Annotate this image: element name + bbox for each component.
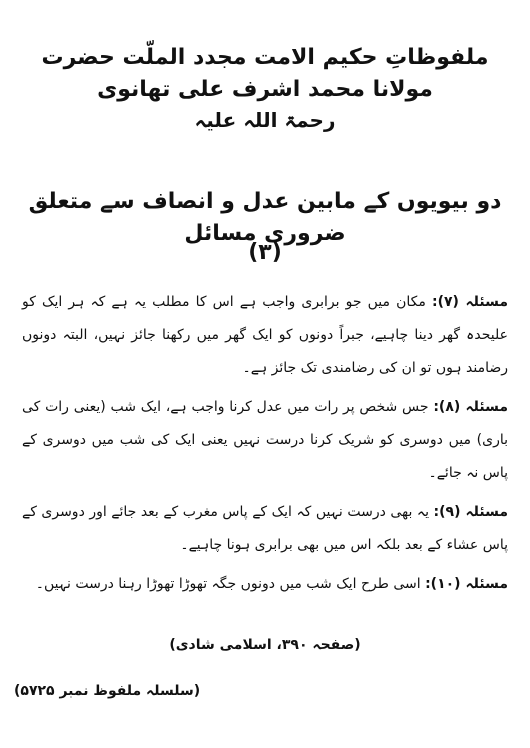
part-number: (۳)	[248, 240, 282, 265]
masala-9	[22, 496, 508, 562]
masala-label: مسئلہ (۸):	[433, 399, 508, 415]
source-reference: (صفحہ ۳۹۰، اسلامی شادی)	[169, 637, 361, 653]
masala-8	[22, 391, 508, 490]
masala-text: مکان میں جو برابری واجب ہے اس کا مطلب یہ ہے کہ ہر ایک کو علیحدہ گھر دینا چاہیے، جبراً دونوں کو ایک گھر میں رکھنا جائز نہیں، البتہ دونوں رضامند ہوں تو ان کی رضامندی تک جائز ہے۔	[22, 294, 508, 376]
masala-10	[22, 568, 508, 601]
page-subtitle: رحمۃ اللہ علیہ	[194, 108, 336, 132]
series-number: (سلسلہ ملفوظ نمبر ۵۷۲۵)	[14, 683, 201, 699]
masala-label: مسئلہ (۷):	[431, 294, 509, 310]
masala-7	[22, 286, 508, 385]
masail-list	[22, 286, 508, 607]
masala-text: جس شخص پر رات میں عدل کرنا واجب ہے، ایک شب (یعنی رات کی باری) میں دوسری کو شریک کرنا درست نہیں یعنی ایک کی شب میں دوسری کے پاس نہ جائے۔	[22, 399, 508, 481]
section-heading: دو بیویوں کے مابین عدل و انصاف سے متعلق ضروری مسائل	[28, 189, 502, 246]
page-title: ملفوظاتِ حکیم الامت مجدد الملّت حضرت مولانا محمد اشرف علی تھانوی	[41, 45, 489, 102]
masala-text: یہ بھی درست نہیں کہ ایک کے پاس مغرب کے بعد جائے اور دوسری کے پاس عشاء کے بعد بلکہ اس میں بھی برابری ہونا چاہیے۔	[22, 504, 508, 553]
masala-text: اسی طرح ایک شب میں دونوں جگہ تھوڑا تھوڑا رہنا درست نہیں۔	[35, 576, 421, 592]
masala-label: مسئلہ (۹):	[433, 504, 508, 520]
masala-label: مسئلہ (۱۰):	[425, 576, 508, 592]
